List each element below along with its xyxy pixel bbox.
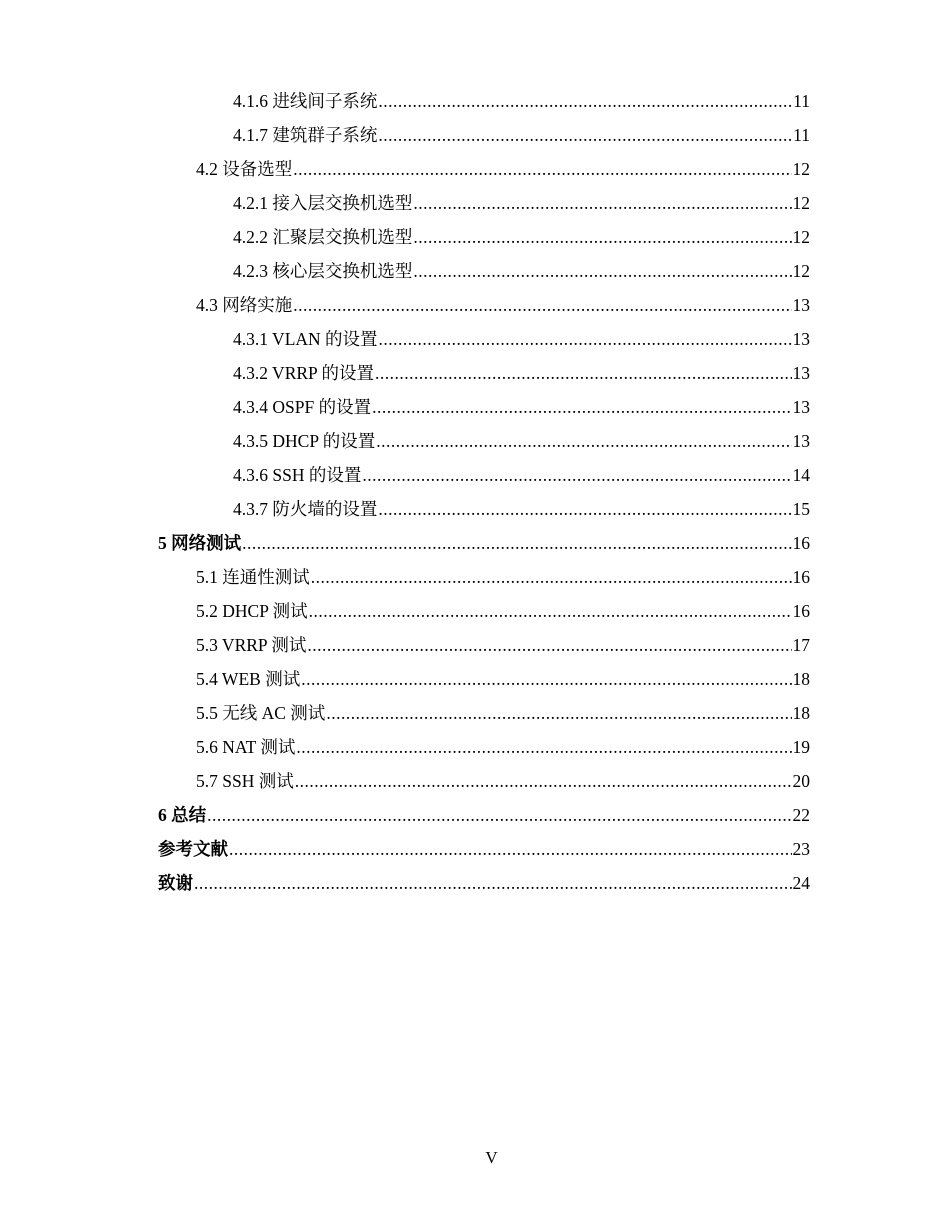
toc-dot-leader xyxy=(307,628,791,662)
table-of-contents xyxy=(0,84,950,900)
toc-entry-page: 18 xyxy=(792,703,810,723)
toc-entry-page: 12 xyxy=(792,193,810,213)
toc-entry-label: 4.3.2 VRRP 的设置 xyxy=(233,363,374,383)
toc-entry-label: 4.3.6 SSH 的设置 xyxy=(233,465,362,485)
toc-entry-label: 5.5 无线 AC 测试 xyxy=(196,703,326,723)
toc-entry-label: 4.2 设备选型 xyxy=(196,159,293,179)
toc-entry[interactable] xyxy=(0,458,950,492)
toc-entry[interactable] xyxy=(0,832,950,866)
toc-dot-leader xyxy=(372,390,791,424)
toc-entry-label: 5.1 连通性测试 xyxy=(196,567,310,587)
toc-dot-leader xyxy=(362,458,791,492)
toc-dot-leader xyxy=(413,254,791,288)
toc-entry[interactable] xyxy=(0,356,950,390)
toc-entry[interactable] xyxy=(0,254,950,288)
toc-entry-page: 14 xyxy=(792,465,810,485)
toc-entry-label: 5.4 WEB 测试 xyxy=(196,669,301,689)
toc-entry-page: 13 xyxy=(792,397,810,417)
toc-entry-page: 11 xyxy=(793,91,810,111)
toc-entry-label: 5 网络测试 xyxy=(158,533,242,553)
toc-dot-leader xyxy=(242,526,791,560)
toc-dot-leader xyxy=(194,866,792,900)
toc-dot-leader xyxy=(229,832,792,866)
toc-entry[interactable] xyxy=(0,696,950,730)
toc-entry[interactable] xyxy=(0,390,950,424)
toc-entry-page: 12 xyxy=(792,159,810,179)
toc-entry-label: 参考文献 xyxy=(158,839,228,859)
toc-dot-leader xyxy=(296,730,791,764)
toc-dot-leader xyxy=(295,764,792,798)
toc-entry-page: 16 xyxy=(792,533,810,553)
toc-entry[interactable] xyxy=(0,84,950,118)
toc-entry[interactable] xyxy=(0,186,950,220)
toc-entry[interactable] xyxy=(0,220,950,254)
toc-entry-label: 5.3 VRRP 测试 xyxy=(196,635,307,655)
toc-entry[interactable] xyxy=(0,118,950,152)
toc-entry-page: 11 xyxy=(793,125,810,145)
toc-entry[interactable] xyxy=(0,730,950,764)
toc-dot-leader xyxy=(376,424,791,458)
toc-entry-label: 4.1.7 建筑群子系统 xyxy=(233,125,378,145)
toc-dot-leader xyxy=(379,322,792,356)
toc-dot-leader xyxy=(378,492,791,526)
toc-entry-label: 4.3 网络实施 xyxy=(196,295,293,315)
toc-dot-leader xyxy=(207,798,791,832)
toc-entry-label: 4.2.2 汇聚层交换机选型 xyxy=(233,227,413,247)
toc-entry-page: 22 xyxy=(792,805,810,825)
toc-entry-page: 19 xyxy=(792,737,810,757)
toc-dot-leader xyxy=(413,186,791,220)
toc-dot-leader xyxy=(311,560,792,594)
toc-dot-leader xyxy=(309,594,792,628)
toc-entry-page: 16 xyxy=(792,601,810,621)
toc-entry-page: 13 xyxy=(792,329,810,349)
toc-entry-page: 24 xyxy=(792,873,810,893)
toc-entry[interactable] xyxy=(0,526,950,560)
toc-entry-label: 5.7 SSH 测试 xyxy=(196,771,294,791)
toc-entry[interactable] xyxy=(0,322,950,356)
toc-entry[interactable] xyxy=(0,764,950,798)
toc-entry[interactable] xyxy=(0,560,950,594)
toc-entry-page: 12 xyxy=(792,227,810,247)
toc-dot-leader xyxy=(378,84,792,118)
toc-entry-page: 23 xyxy=(792,839,810,859)
toc-dot-leader xyxy=(413,220,791,254)
toc-entry-label: 4.2.3 核心层交换机选型 xyxy=(233,261,413,281)
toc-entry[interactable] xyxy=(0,662,950,696)
toc-entry-page: 18 xyxy=(792,669,810,689)
toc-entry[interactable] xyxy=(0,628,950,662)
toc-entry-label: 4.3.7 防火墙的设置 xyxy=(233,499,378,519)
toc-entry-label: 6 总结 xyxy=(158,805,207,825)
toc-entry-label: 4.2.1 接入层交换机选型 xyxy=(233,193,413,213)
toc-entry[interactable] xyxy=(0,424,950,458)
toc-entry-label: 4.3.1 VLAN 的设置 xyxy=(233,329,378,349)
toc-dot-leader xyxy=(378,118,792,152)
toc-entry-label: 5.2 DHCP 测试 xyxy=(196,601,308,621)
toc-entry-page: 12 xyxy=(792,261,810,281)
toc-entry[interactable] xyxy=(0,152,950,186)
toc-entry[interactable] xyxy=(0,798,950,832)
toc-entry-page: 17 xyxy=(792,635,810,655)
toc-entry-page: 13 xyxy=(792,431,810,451)
toc-entry-label: 4.3.5 DHCP 的设置 xyxy=(233,431,376,451)
toc-entry-page: 13 xyxy=(792,295,810,315)
toc-entry-page: 20 xyxy=(792,771,810,791)
toc-entry-page: 16 xyxy=(792,567,810,587)
toc-entry-page: 13 xyxy=(792,363,810,383)
toc-entry-page: 15 xyxy=(792,499,810,519)
toc-entry[interactable] xyxy=(0,288,950,322)
toc-entry-label: 4.3.4 OSPF 的设置 xyxy=(233,397,372,417)
toc-entry-label: 4.1.6 进线间子系统 xyxy=(233,91,378,111)
toc-dot-leader xyxy=(301,662,791,696)
toc-entry[interactable] xyxy=(0,866,950,900)
toc-dot-leader xyxy=(375,356,792,390)
toc-dot-leader xyxy=(326,696,791,730)
toc-dot-leader xyxy=(293,288,791,322)
toc-entry[interactable] xyxy=(0,492,950,526)
toc-entry-label: 5.6 NAT 测试 xyxy=(196,737,296,757)
page-number: V xyxy=(485,1148,498,1167)
toc-dot-leader xyxy=(293,152,791,186)
toc-entry[interactable] xyxy=(0,594,950,628)
toc-entry-label: 致谢 xyxy=(158,873,193,893)
